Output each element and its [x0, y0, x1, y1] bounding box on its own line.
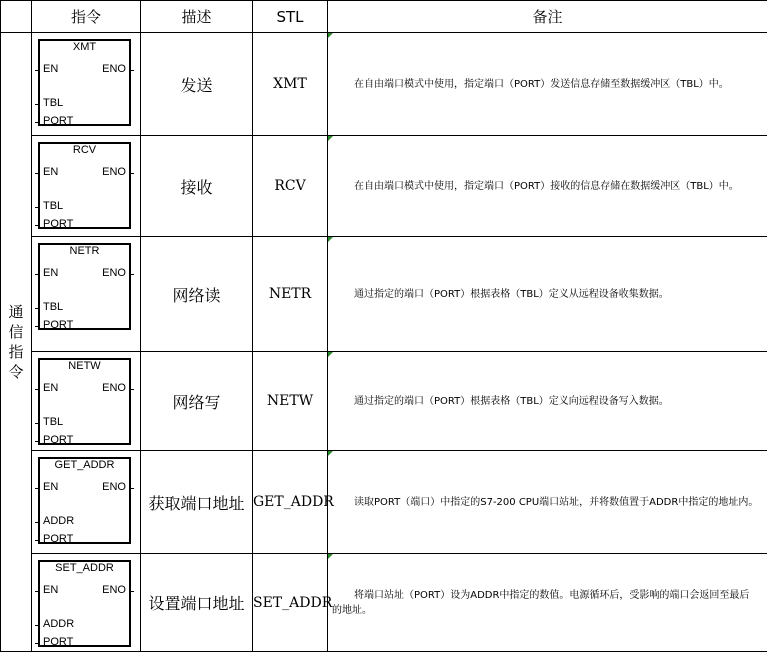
- eno-pin-line: [130, 70, 134, 71]
- instruction-block: [38, 142, 131, 229]
- block-eno-pin: ENO: [102, 63, 126, 75]
- block-input1-pin: TBL: [43, 97, 64, 109]
- description-cell: 获取端口地址: [141, 451, 253, 554]
- block-cell: [32, 352, 141, 451]
- eno-pin-line: [130, 274, 134, 275]
- block-input2-pin: PORT: [43, 533, 74, 545]
- block-cell: [32, 237, 141, 352]
- note-cell: [328, 554, 767, 652]
- description-cell: 接收: [141, 136, 253, 237]
- input1-pin-line: [35, 104, 39, 105]
- input1-pin-line: [35, 308, 39, 309]
- stl-cell: RCV: [253, 136, 328, 237]
- block-input1-pin: ADDR: [43, 618, 75, 630]
- table-row: [1, 451, 767, 554]
- input1-pin-line: [35, 625, 39, 626]
- header-note: 备注: [328, 1, 767, 33]
- block-en-pin: EN: [43, 382, 59, 394]
- header-desc: 描述: [141, 1, 253, 33]
- block-en-pin: EN: [43, 267, 59, 279]
- input1-pin-line: [35, 423, 39, 424]
- block-eno-pin: ENO: [102, 267, 126, 279]
- header-row: [1, 1, 767, 33]
- note-cell: [328, 237, 767, 352]
- block-name: RCV: [72, 144, 97, 156]
- note-cell: [328, 33, 767, 136]
- input2-pin-line: [35, 225, 39, 226]
- block-eno-pin: ENO: [102, 481, 126, 493]
- header-stl: STL: [253, 1, 328, 33]
- block-eno-pin: ENO: [102, 382, 126, 394]
- table-row: [1, 237, 767, 352]
- description-cell: 网络读: [141, 237, 253, 352]
- description-cell: 网络写: [141, 352, 253, 451]
- note-cell: [328, 451, 767, 554]
- note-text: 在自由端口模式中使用，指定端口（PORT）接收的信息存储在数据缓冲区（TBL）中。: [354, 180, 739, 192]
- category-cell: [1, 33, 32, 652]
- block-cell: [32, 136, 141, 237]
- block-name: NETR: [69, 245, 100, 257]
- note-text: 在自由端口模式中使用，指定端口（PORT）发送信息存储至数据缓冲区（TBL）中。: [354, 78, 729, 90]
- block-cell: [32, 451, 141, 554]
- instruction-block: [38, 358, 131, 445]
- block-input1-pin: TBL: [43, 416, 64, 428]
- instruction-block: [38, 243, 131, 330]
- block-input1-pin: TBL: [43, 301, 64, 313]
- table-row: [1, 554, 767, 652]
- header-instr: 指令: [32, 1, 141, 33]
- input2-pin-line: [35, 540, 39, 541]
- en-pin-line: [35, 70, 39, 71]
- category-label: 通信指令: [8, 303, 24, 381]
- block-input2-pin: PORT: [43, 434, 74, 446]
- block-eno-pin: ENO: [102, 584, 126, 596]
- block-name: GET_ADDR: [54, 459, 115, 471]
- block-name: SET_ADDR: [55, 562, 114, 574]
- block-en-pin: EN: [43, 584, 59, 596]
- table-row: [1, 33, 767, 136]
- en-pin-line: [35, 389, 39, 390]
- note-cell: [328, 136, 767, 237]
- input2-pin-line: [35, 122, 39, 123]
- en-pin-line: [35, 173, 39, 174]
- table-row: [1, 352, 767, 451]
- description-cell: 发送: [141, 33, 253, 136]
- stl-cell: NETR: [253, 237, 328, 352]
- input1-pin-line: [35, 207, 39, 208]
- stl-cell: SET_ADDR: [253, 554, 328, 652]
- block-input2-pin: PORT: [43, 636, 74, 648]
- block-en-pin: EN: [43, 481, 59, 493]
- stl-cell: NETW: [253, 352, 328, 451]
- block-input1-pin: ADDR: [43, 515, 75, 527]
- table-row: [1, 136, 767, 237]
- note-text: 将端口站址（PORT）设为ADDR中指定的数值。电源循环后，受影响的端口会返回至最后的地址。: [332, 589, 750, 616]
- input1-pin-line: [35, 522, 39, 523]
- block-cell: [32, 554, 141, 652]
- input2-pin-line: [35, 441, 39, 442]
- instruction-block: [38, 560, 131, 647]
- eno-pin-line: [130, 488, 134, 489]
- block-input2-pin: PORT: [43, 319, 74, 331]
- eno-pin-line: [130, 389, 134, 390]
- block-input2-pin: PORT: [43, 115, 74, 127]
- en-pin-line: [35, 274, 39, 275]
- eno-pin-line: [130, 173, 134, 174]
- description-cell: 设置端口地址: [141, 554, 253, 652]
- header-blank: [1, 1, 32, 33]
- en-pin-line: [35, 591, 39, 592]
- block-eno-pin: ENO: [102, 166, 126, 178]
- input2-pin-line: [35, 326, 39, 327]
- note-cell: [328, 352, 767, 451]
- en-pin-line: [35, 488, 39, 489]
- stl-cell: XMT: [253, 33, 328, 136]
- block-cell: [32, 33, 141, 136]
- block-input2-pin: PORT: [43, 218, 74, 230]
- block-en-pin: EN: [43, 166, 59, 178]
- note-text: 通过指定的端口（PORT）根据表格（TBL）定义从远程设备收集数据。: [354, 288, 669, 300]
- instruction-block: [38, 457, 131, 544]
- block-name: XMT: [72, 41, 97, 53]
- block-input1-pin: TBL: [43, 200, 64, 212]
- block-name: NETW: [68, 360, 101, 372]
- note-text: 读取PORT（端口）中指定的S7-200 CPU端口站址，并将数值置于ADDR中指定的地址内。: [354, 496, 759, 508]
- instruction-block: [38, 39, 131, 126]
- block-en-pin: EN: [43, 63, 59, 75]
- note-text: 通过指定的端口（PORT）根据表格（TBL）定义向远程设备写入数据。: [354, 395, 669, 407]
- stl-cell: GET_ADDR: [253, 451, 328, 554]
- eno-pin-line: [130, 591, 134, 592]
- input2-pin-line: [35, 643, 39, 644]
